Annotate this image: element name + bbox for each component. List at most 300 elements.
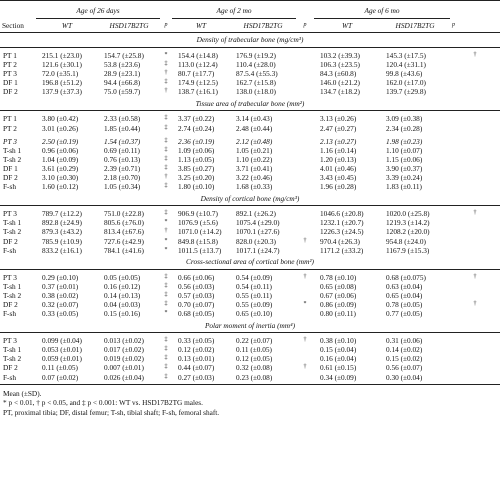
wt-value: 1.13 (±0.05) (178, 154, 215, 164)
wt-value: 0.86 (±0.09) (320, 299, 357, 309)
p-marker: ‡ (164, 61, 168, 68)
p-marker: ‡ (164, 273, 168, 280)
p-header: p (160, 19, 172, 33)
tg-value: 1.83 (±0.11) (386, 182, 422, 192)
tg-value: 139.7 (±29.8) (386, 87, 426, 97)
wt-value: 3.61 (±0.29) (42, 163, 79, 173)
wt-value: 1171.2 (±33.2) (320, 245, 364, 255)
wt-value: 3.37 (±0.22) (178, 114, 215, 124)
tg-value: 751.0 (±22.8) (104, 209, 144, 219)
tg-value: 0.31 (±0.06) (386, 336, 423, 346)
table-row (0, 173, 500, 182)
wt-value: 0.33 (±0.05) (178, 336, 215, 346)
table-row (0, 114, 500, 123)
p-header: p (450, 19, 500, 33)
section-title: Tissue area of trabecular bone (mm²) (0, 96, 500, 111)
p-marker: † (303, 237, 307, 244)
tg-header: HSD17B2TG (380, 19, 450, 33)
wt-value: 113.0 (±12.4) (178, 60, 218, 70)
p-marker: * (303, 300, 307, 307)
p-marker: † (303, 273, 307, 280)
row-label: T-sh 1 (3, 145, 22, 155)
p-marker (450, 227, 500, 236)
tg-value: 0.019 (±0.02) (104, 354, 144, 364)
tg-value: 162.0 (±17.0) (386, 78, 426, 88)
row-label: DF 1 (3, 163, 18, 173)
table-row (0, 155, 500, 164)
wt-value: 84.3 (±60.8) (320, 69, 357, 79)
wt-value: 0.80 (±0.11) (320, 309, 356, 319)
tg-value: 0.026 (±0.04) (98, 373, 160, 385)
row-label: DF 2 (3, 236, 18, 246)
p-marker (450, 363, 500, 372)
wt-value: 3.13 (±0.26) (320, 114, 357, 124)
wt-value: 146.0 (±21.2) (320, 78, 360, 88)
row-label: DF 2 (3, 87, 18, 97)
p-marker (450, 164, 500, 173)
p-marker: ‡ (164, 164, 168, 171)
row-label: PT 2 (3, 60, 17, 70)
wt-value: 0.32 (±0.07) (42, 299, 79, 309)
wt-value: 0.13 (±0.01) (178, 354, 215, 364)
row-label: DF 2 (3, 299, 18, 309)
tg-value: 0.54 (±0.09) (236, 272, 273, 282)
p-marker (450, 336, 500, 345)
p-marker (450, 78, 500, 87)
tg-value: 0.14 (±0.02) (386, 345, 423, 355)
wt-value: 2.36 (±0.19) (178, 136, 215, 146)
p-marker: ‡ (164, 183, 168, 190)
p-marker (450, 309, 500, 318)
tg-value: 3.90 (±0.37) (386, 163, 423, 173)
p-marker (296, 227, 314, 236)
tg-value: 3.22 (±0.46) (236, 173, 273, 183)
p-marker (450, 354, 500, 363)
p-marker (296, 218, 314, 227)
wt-value: 1226.3 (±24.5) (320, 227, 364, 237)
row-label: T-sh 1 (3, 345, 22, 355)
wt-value: 0.38 (±0.02) (42, 290, 79, 300)
tg-value: 0.013 (±0.02) (104, 336, 144, 346)
p-marker: † (164, 70, 168, 77)
wt-value: 0.12 (±0.02) (178, 345, 215, 355)
p-marker (296, 51, 314, 60)
wt-value: 0.96 (±0.06) (42, 145, 79, 155)
tg-value: 162.7 (±15.8) (236, 78, 276, 88)
tg-value: 0.017 (±0.02) (104, 345, 144, 355)
p-marker: * (164, 237, 168, 244)
p-marker (450, 182, 500, 191)
tg-value: 99.8 (±43.6) (386, 69, 423, 79)
p-marker: ‡ (164, 291, 168, 298)
row-label: F-sh (3, 309, 16, 319)
p-marker (450, 173, 500, 182)
p-marker: ‡ (164, 155, 168, 162)
table-row (0, 182, 500, 191)
tg-value: 0.77 (±0.05) (386, 309, 423, 319)
tg-value: 0.65 (±0.10) (236, 309, 273, 319)
wt-value: 1.80 (±0.10) (178, 182, 215, 192)
tg-value: 94.4 (±66.8) (104, 78, 141, 88)
tg-value: 954.8 (±24.0) (386, 236, 426, 246)
p-marker (296, 291, 314, 300)
wt-value: 2.50 (±0.19) (42, 136, 79, 146)
tg-value: 1.05 (±0.21) (236, 145, 273, 155)
table-row (0, 209, 500, 218)
tg-value: 2.12 (±0.48) (236, 136, 273, 146)
wt-value: 0.34 (±0.09) (314, 373, 380, 385)
table-body (0, 33, 500, 385)
p-marker (296, 78, 314, 87)
p-marker (296, 87, 314, 96)
p-marker: ‡ (164, 137, 168, 144)
p-marker (450, 155, 500, 164)
tg-value: 1.85 (±0.44) (104, 123, 141, 133)
wt-value: 0.059 (±0.01) (42, 354, 82, 364)
tg-value: 145.3 (±17.5) (386, 51, 426, 60)
p-marker (450, 282, 500, 291)
p-marker: * (164, 246, 168, 253)
p-marker (296, 173, 314, 182)
tg-value: 138.0 (±18.0) (236, 87, 276, 97)
table-row (0, 246, 500, 255)
age-group-6-mo: Age of 6 mo (314, 1, 450, 19)
wt-value: 833.2 (±16.1) (42, 245, 82, 255)
table-row (0, 87, 500, 96)
wt-value: 1232.1 (±20.7) (320, 218, 364, 228)
row-label: DF 2 (3, 173, 18, 183)
p-marker (296, 146, 314, 155)
p-marker: ‡ (164, 124, 168, 131)
tg-value: 0.68 (±0.075) (386, 272, 426, 282)
tg-value: 3.14 (±0.43) (236, 114, 273, 124)
wt-value: 0.78 (±0.10) (320, 272, 357, 282)
table-row (0, 146, 500, 155)
wt-value: 2.74 (±0.24) (178, 123, 215, 133)
p-marker: ‡ (164, 300, 168, 307)
tg-value: 805.6 (±76.0) (104, 218, 144, 228)
tg-value: 110.4 (±28.0) (236, 60, 276, 70)
wt-value: 785.9 (±10.9) (42, 236, 82, 246)
tg-value: 727.6 (±42.9) (104, 236, 144, 246)
tg-value: 0.12 (±0.05) (236, 354, 273, 364)
table-row (0, 124, 500, 133)
row-label: T-sh 1 (3, 281, 22, 291)
tg-value: 0.007 (±0.01) (104, 363, 144, 373)
tg-value: 1.68 (±0.33) (236, 182, 273, 192)
wt-value: 0.57 (±0.03) (178, 290, 215, 300)
tg-value: 1075.4 (±29.0) (236, 218, 280, 228)
wt-value: 121.6 (±30.1) (42, 60, 82, 70)
tg-header: HSD17B2TG (98, 19, 160, 33)
wt-value: 72.0 (±35.1) (42, 69, 79, 79)
wt-value: 3.10 (±0.30) (42, 173, 79, 183)
p-marker: * (164, 52, 168, 58)
wt-value: 3.85 (±0.27) (178, 163, 215, 173)
table-row (0, 133, 500, 146)
tg-value: 1.10 (±0.22) (236, 154, 273, 164)
wt-value: 0.61 (±0.15) (320, 363, 357, 373)
wt-value: 0.67 (±0.06) (320, 290, 357, 300)
age-group-26-days: Age of 26 days (36, 1, 160, 19)
p-marker (296, 69, 314, 78)
table-row (0, 309, 500, 318)
section-title-row (0, 191, 500, 206)
p-marker: † (303, 337, 307, 344)
table-row (0, 282, 500, 291)
tg-value: 1.15 (±0.06) (386, 154, 423, 164)
row-label: PT 2 (3, 123, 17, 133)
tg-value: 0.32 (±0.08) (236, 363, 273, 373)
row-label: PT 3 (3, 272, 17, 282)
p-marker (450, 114, 500, 123)
p-marker (296, 133, 314, 146)
tg-value: 0.76 (±0.13) (104, 154, 141, 164)
tg-value: 0.54 (±0.11) (236, 281, 272, 291)
tg-value: 0.16 (±0.12) (104, 281, 141, 291)
tg-value: 0.63 (±0.04) (386, 281, 423, 291)
p-marker (450, 345, 500, 354)
table-row (0, 237, 500, 246)
row-label: F-sh (0, 373, 36, 385)
tg-value: 87.5.4 (±55.3) (236, 69, 278, 79)
row-label: T-sh 2 (3, 154, 22, 164)
row-label: T-sh 2 (3, 290, 22, 300)
wt-value: 1076.9 (±5.6) (178, 218, 218, 228)
wt-value: 0.68 (±0.05) (178, 309, 215, 319)
table-row (0, 345, 500, 354)
p-marker (450, 69, 500, 78)
section-title-row (0, 255, 500, 270)
row-label: PT 3 (3, 209, 17, 219)
table-row (0, 218, 500, 227)
section-title: Density of trabecular bone (mg/cm³) (0, 33, 500, 48)
wt-value: 0.16 (±0.04) (320, 354, 357, 364)
tg-value: 176.9 (±19.2) (236, 51, 276, 60)
p-marker: * (164, 310, 168, 317)
wt-value: 0.37 (±0.01) (42, 281, 79, 291)
tg-value: 0.05 (±0.05) (104, 272, 141, 282)
tg-value: 1219.3 (±14.2) (386, 218, 430, 228)
wt-value: 80.7 (±17.7) (178, 69, 215, 79)
tg-value: 75.0 (±59.7) (104, 87, 141, 97)
wt-value: 0.29 (±0.10) (42, 272, 79, 282)
wt-value: 849.8 (±15.8) (178, 236, 218, 246)
tg-value: 53.8 (±23.6) (104, 60, 141, 70)
p-marker (296, 309, 314, 318)
wt-value: 2.13 (±0.27) (320, 136, 357, 146)
tg-value: 0.11 (±0.05) (236, 345, 272, 355)
p-marker (450, 291, 500, 300)
p-marker: ‡ (164, 346, 168, 353)
tg-value: 0.65 (±0.04) (386, 290, 423, 300)
p-marker: † (164, 228, 168, 235)
tg-value: 2.33 (±0.58) (104, 114, 141, 124)
wt-value: 1011.5 (±13.7) (178, 245, 222, 255)
p-marker (296, 209, 314, 218)
wt-value: 196.8 (±51.2) (42, 78, 82, 88)
wt-header: WT (172, 19, 230, 33)
row-label: PT 1 (3, 114, 17, 124)
p-marker: † (473, 273, 477, 280)
tg-value: 0.15 (±0.02) (386, 354, 423, 364)
p-marker (296, 60, 314, 69)
wt-value: 2.47 (±0.27) (320, 123, 357, 133)
tg-value: 0.22 (±0.07) (236, 336, 273, 346)
p-marker: ‡ (164, 282, 168, 289)
wt-value: 0.44 (±0.07) (178, 363, 215, 373)
table-row (0, 60, 500, 69)
footnote-significance: * p < 0.01, † p < 0.05, and ‡ p < 0.001: WT vs. HSD17B2TG males. (3, 398, 203, 408)
wt-header: WT (314, 19, 380, 33)
p-marker (296, 345, 314, 354)
tg-value: 892.1 (±26.2) (236, 209, 276, 219)
wt-value: 174.9 (±12.5) (178, 78, 218, 88)
p-marker: ‡ (160, 373, 172, 385)
tg-value: 0.04 (±0.03) (104, 299, 141, 309)
row-label: DF 1 (3, 78, 18, 88)
p-marker: * (164, 219, 168, 226)
p-marker: † (473, 210, 477, 217)
wt-value: 215.1 (±23.0) (42, 51, 82, 60)
wt-value: 106.3 (±23.5) (320, 60, 360, 70)
wt-value: 3.80 (±0.42) (42, 114, 79, 124)
table-row (0, 291, 500, 300)
p-marker: † (164, 174, 168, 181)
wt-value: 3.43 (±0.45) (320, 173, 357, 183)
wt-value: 0.07 (±0.02) (36, 373, 98, 385)
tg-value: 1.05 (±0.34) (104, 182, 141, 192)
p-marker (296, 182, 314, 191)
p-marker (450, 246, 500, 255)
tg-value: 28.9 (±23.1) (104, 69, 141, 79)
wt-value: 0.053 (±0.01) (42, 345, 82, 355)
tg-value: 0.23 (±0.08) (230, 373, 296, 385)
tg-value: 0.30 (±0.04) (380, 373, 450, 385)
row-label: T-sh 1 (3, 218, 22, 228)
table-row (0, 273, 500, 282)
wt-value: 0.27 (±0.03) (172, 373, 230, 385)
footnote-mean-sd: Mean (±SD). (3, 388, 42, 398)
footnote-abbreviations: PT, proximal tibia; DF, distal femur; T-sh, tibial shaft; F-sh, femoral shaft. (3, 407, 220, 417)
table-row (0, 300, 500, 309)
p-marker (296, 246, 314, 255)
p-marker: ‡ (164, 355, 168, 362)
tg-value: 828.0 (±20.3) (236, 236, 276, 246)
table-row (0, 336, 500, 345)
p-marker (450, 237, 500, 246)
wt-value: 0.11 (±0.05) (42, 363, 78, 373)
table-row (0, 363, 500, 372)
row-label: PT 3 (3, 136, 17, 146)
tg-value: 0.55 (±0.11) (236, 290, 272, 300)
p-marker: ‡ (164, 364, 168, 371)
tg-value: 154.7 (±25.8) (104, 51, 144, 60)
wt-value: 1.60 (±0.12) (42, 182, 79, 192)
table-footnotes (3, 389, 500, 418)
row-label: DF 2 (3, 363, 18, 373)
tg-value: 0.55 (±0.09) (236, 299, 273, 309)
tg-header: HSD17B2TG (230, 19, 296, 33)
table-row (0, 78, 500, 87)
tg-value: 1208.2 (±20.0) (386, 227, 430, 237)
tg-value: 1.10 (±0.07) (386, 145, 423, 155)
tg-value: 0.15 (±0.16) (104, 309, 141, 319)
wt-value: 1.09 (±0.06) (178, 145, 215, 155)
p-marker: ‡ (164, 146, 168, 153)
p-marker: † (303, 364, 307, 371)
table-row (0, 373, 500, 385)
section-title-row (0, 33, 500, 48)
p-marker: ‡ (164, 210, 168, 217)
tg-value: 3.09 (±0.38) (386, 114, 423, 124)
wt-value: 879.3 (±43.2) (42, 227, 82, 237)
wt-value: 0.56 (±0.03) (178, 281, 215, 291)
p-marker (450, 133, 500, 146)
tg-value: 0.56 (±0.07) (386, 363, 423, 373)
wt-value: 0.33 (±0.05) (42, 309, 79, 319)
table-row (0, 227, 500, 236)
wt-value: 137.9 (±37.3) (42, 87, 82, 97)
section-title: Cross-sectional area of cortical bone (mm²) (0, 255, 500, 270)
p-marker (296, 155, 314, 164)
tg-value: 1070.1 (±27.6) (236, 227, 280, 237)
wt-value: 1.20 (±0.13) (320, 154, 357, 164)
p-marker: ‡ (164, 79, 168, 86)
p-marker (296, 282, 314, 291)
wt-value: 154.4 (±14.8) (178, 51, 218, 60)
p-marker (450, 87, 500, 96)
p-marker (450, 60, 500, 69)
table-row (0, 164, 500, 173)
p-marker: ‡ (164, 115, 168, 122)
tg-value: 1.54 (±0.37) (104, 136, 141, 146)
p-marker (296, 124, 314, 133)
wt-value: 1.96 (±0.28) (320, 182, 357, 192)
wt-value: 0.15 (±0.04) (320, 345, 357, 355)
age-group-2-mo: Age of 2 mo (172, 1, 296, 19)
tg-value: 0.14 (±0.13) (104, 290, 141, 300)
wt-value: 1046.6 (±20.8) (320, 209, 364, 219)
tg-value: 1017.1 (±24.7) (236, 245, 280, 255)
wt-value: 1071.0 (±14.2) (178, 227, 222, 237)
p-marker (450, 124, 500, 133)
row-label: T-sh 2 (3, 227, 22, 237)
p-marker: † (473, 52, 477, 58)
tg-value: 0.78 (±0.05) (386, 299, 423, 309)
wt-value: 103.2 (±39.3) (320, 51, 360, 60)
wt-value: 1.04 (±0.09) (42, 154, 79, 164)
section-title-row (0, 318, 500, 333)
p-marker (296, 354, 314, 363)
wt-value: 4.01 (±0.46) (320, 163, 357, 173)
table-row (0, 51, 500, 60)
section-title: Density of cortical bone (mg/cm³) (0, 191, 500, 206)
tg-value: 2.39 (±0.71) (104, 163, 141, 173)
p-marker (450, 373, 500, 385)
p-marker: † (164, 88, 168, 95)
p-marker (296, 164, 314, 173)
wt-value: 0.38 (±0.10) (320, 336, 357, 346)
row-label: PT 1 (3, 51, 17, 60)
section-title: Polar moment of inertia (mm⁴) (0, 318, 500, 333)
tg-value: 2.18 (±0.70) (104, 173, 141, 183)
p-header: p (296, 19, 314, 33)
p-marker: ‡ (164, 337, 168, 344)
wt-value: 1.16 (±0.14) (320, 145, 357, 155)
wt-value: 970.4 (±26.3) (320, 236, 360, 246)
wt-header: WT (36, 19, 98, 33)
